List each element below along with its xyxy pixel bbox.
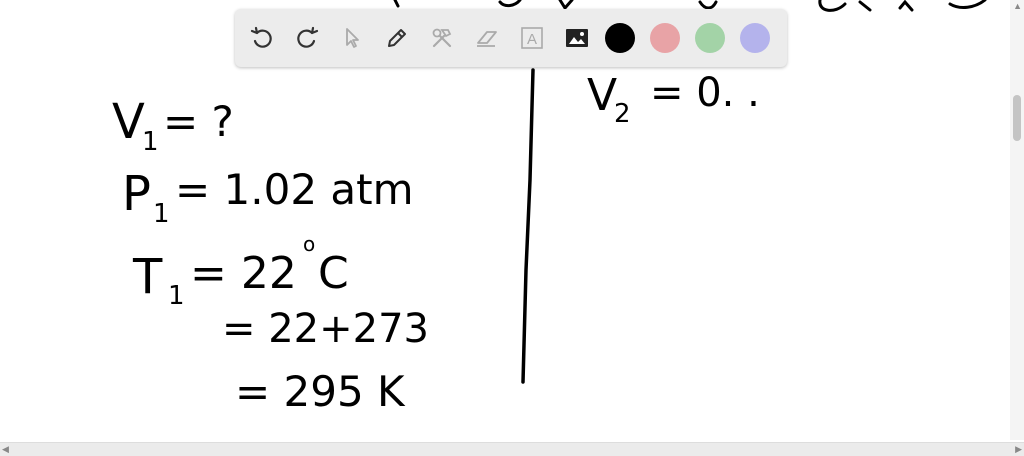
t1-line	[132, 232, 349, 311]
svg-text:= 1.02 atm: = 1.02 atm	[175, 165, 414, 214]
divider-line	[523, 70, 533, 382]
color-swatch-green[interactable]	[695, 23, 725, 53]
tools-icon	[428, 24, 456, 52]
svg-text:A: A	[526, 31, 538, 48]
svg-text:= 0. .: = 0. .	[650, 70, 760, 116]
svg-text:V: V	[112, 94, 145, 150]
text-icon	[518, 24, 546, 52]
svg-text:1: 1	[153, 199, 170, 229]
svg-text:T: T	[133, 249, 163, 305]
vertical-scrollbar-thumb[interactable]	[1013, 95, 1021, 141]
scroll-up-icon[interactable]: ▲	[1013, 1, 1022, 11]
pointer-icon	[338, 24, 366, 52]
v2-line	[587, 70, 760, 129]
drawing-toolbar	[235, 9, 787, 67]
v1-line	[112, 94, 234, 157]
tools-button[interactable]	[425, 21, 459, 55]
eraser-tool-button[interactable]	[470, 21, 504, 55]
color-swatch-pink[interactable]	[650, 23, 680, 53]
svg-text:1: 1	[142, 127, 159, 157]
svg-text:o: o	[303, 232, 316, 256]
svg-text:1: 1	[168, 281, 185, 311]
color-swatch-black[interactable]	[605, 23, 635, 53]
pen-tool-button[interactable]	[380, 21, 414, 55]
select-tool-button[interactable]	[335, 21, 369, 55]
svg-text:V: V	[587, 70, 618, 121]
vertical-scrollbar[interactable]	[1010, 0, 1024, 440]
p1-line	[122, 165, 414, 229]
text-tool-button[interactable]	[515, 21, 549, 55]
horizontal-scrollbar[interactable]	[0, 442, 1024, 456]
svg-text:2: 2	[614, 99, 631, 129]
color-swatch-purple[interactable]	[740, 23, 770, 53]
pen-icon	[383, 24, 411, 52]
svg-text:C: C	[318, 248, 349, 299]
svg-text:P: P	[122, 166, 151, 222]
redo-icon	[293, 24, 321, 52]
image-tool-button[interactable]	[560, 21, 594, 55]
scroll-right-icon[interactable]: ▶	[1015, 444, 1022, 454]
svg-text:= ?: = ?	[163, 97, 234, 146]
step2-line: = 295 K	[235, 367, 405, 416]
eraser-icon	[473, 24, 501, 52]
scroll-left-icon[interactable]: ◀	[2, 444, 9, 454]
undo-icon	[248, 24, 276, 52]
svg-text:= 22: = 22	[190, 248, 297, 299]
step1-line: = 22+273	[222, 306, 429, 352]
redo-button[interactable]	[290, 21, 324, 55]
undo-button[interactable]	[245, 21, 279, 55]
image-icon	[563, 24, 591, 52]
